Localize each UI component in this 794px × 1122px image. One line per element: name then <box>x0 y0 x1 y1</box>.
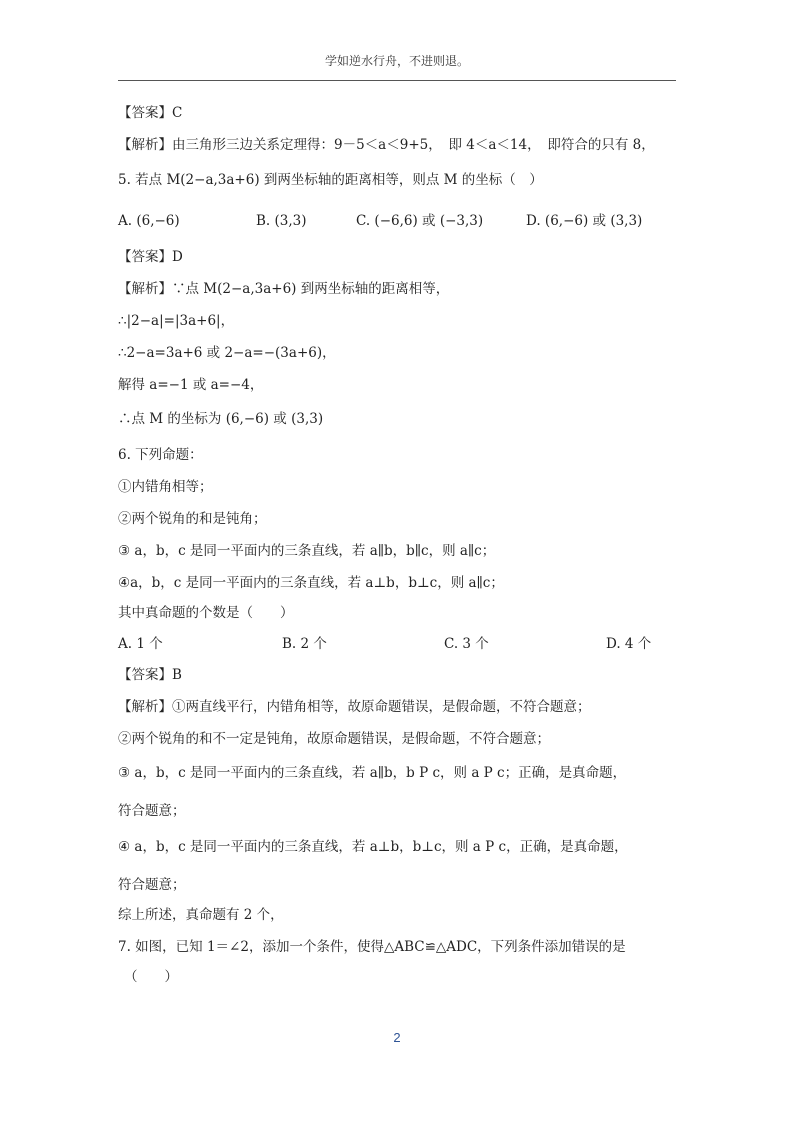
page-number: 2 <box>393 1030 401 1045</box>
q5-analysis-line: 【解析】∵点 M(2−a,3a+6) 到两坐标轴的距离相等， <box>118 281 450 297</box>
q4-answer: 【答案】C <box>118 105 183 121</box>
q6-analysis-line: ④ a，b，c 是同一平面内的三条直线，若 a⊥b，b⊥c，则 a P c，正确，是真命题， <box>118 839 628 855</box>
q5-option-c: C. (−6,6) 或 (−3,3) <box>356 213 484 229</box>
q6-answer: 【答案】B <box>118 667 182 683</box>
q7-stem: 7. 如图，已知 1＝∠2，添加一个条件，使得△ABC≌△ADC，下列条件添加错误的是 <box>118 939 626 955</box>
q5-analysis-line: 解得 a=−1 或 a=−4， <box>118 377 264 393</box>
q5-analysis-line: ∴|2−a|=|3a+6|， <box>118 313 235 329</box>
q6-analysis-line: ③ a，b，c 是同一平面内的三条直线，若 a∥b，b P c，则 a P c；正确，是真命题， <box>118 765 627 781</box>
q5-answer: 【答案】D <box>118 249 183 265</box>
q6-item: ④a，b，c 是同一平面内的三条直线，若 a⊥b，b⊥c，则 a∥c； <box>118 575 504 591</box>
q5-analysis-line: ∴2−a=3a+6 或 2−a=−(3a+6)， <box>118 345 336 361</box>
header-rule <box>118 80 676 81</box>
q6-analysis-line: 【解析】①两直线平行，内错角相等，故原命题错误，是假命题，不符合题意； <box>118 699 591 715</box>
q6-option-b: B. 2 个 <box>282 636 327 652</box>
q6-option-a: A. 1 个 <box>118 636 163 652</box>
q6-analysis-line: 符合题意； <box>118 803 186 819</box>
q6-option-c: C. 3 个 <box>444 636 489 652</box>
q6-question: 其中真命题的个数是（ ） <box>118 605 294 621</box>
q6-stem: 6. 下列命题： <box>118 447 203 463</box>
q5-option-a: A. (6,−6) <box>118 213 180 229</box>
q5-option-b: B. (3,3) <box>256 213 307 229</box>
q5-option-d: D. (6,−6) 或 (3,3) <box>526 213 643 229</box>
q6-analysis-line: 综上所述，真命题有 2 个， <box>118 907 284 923</box>
q4-analysis: 【解析】由三角形三边关系定理得：9－5＜a＜9+5， 即 4＜a＜14， 即符合的只有 8， <box>118 137 655 153</box>
q6-item: ②两个锐角的和是钝角； <box>118 511 267 527</box>
q6-item: ①内错角相等； <box>118 479 213 495</box>
q6-analysis-line: 符合题意； <box>118 877 186 893</box>
q5-stem: 5. 若点 M(2−a,3a+6) 到两坐标轴的距离相等，则点 M 的坐标（ ） <box>118 172 543 188</box>
q6-option-d: D. 4 个 <box>606 636 652 652</box>
q5-analysis-line: ∴点 M 的坐标为 (6,−6) 或 (3,3) <box>118 411 324 427</box>
q7-paren: （ ） <box>124 969 178 985</box>
q6-item: ③ a，b，c 是同一平面内的三条直线，若 a∥b，b∥c，则 a∥c； <box>118 543 496 559</box>
q6-analysis-line: ②两个锐角的和不一定是钝角，故原命题错误，是假命题，不符合题意； <box>118 731 550 747</box>
header-motto: 学如逆水行舟，不进则退。 <box>324 54 469 68</box>
